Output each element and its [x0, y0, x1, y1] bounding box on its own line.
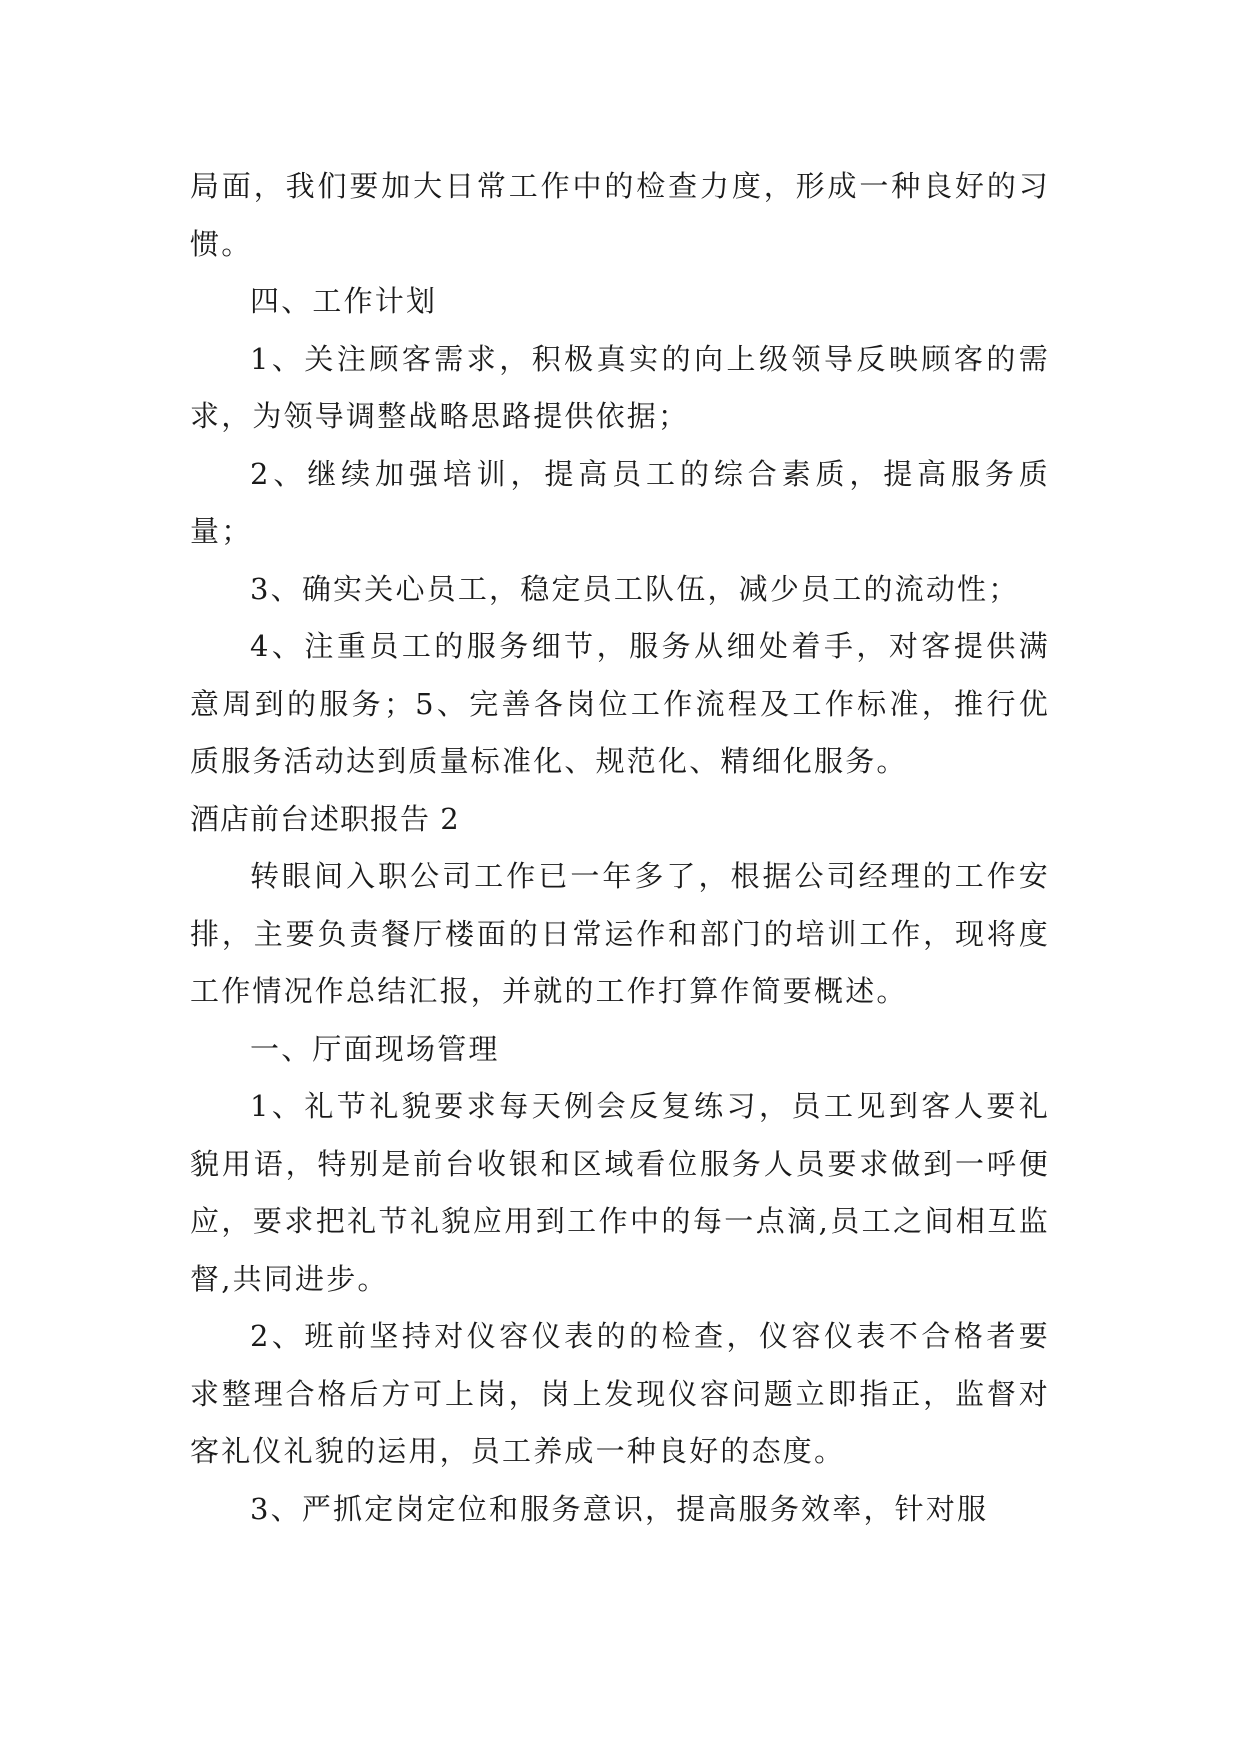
report-intro: 转眼间入职公司工作已一年多了，根据公司经理的工作安排，主要负责餐厅楼面的日常运作和部门的培训工作，现将度工作情况作总结汇报，并就的工作打算作简要概述。: [190, 859, 1050, 1008]
section-heading-work-plan: 四、工作计划: [250, 284, 438, 318]
plan-item-1: 1、关注顾客需求，积极真实的向上级领导反映顾客的需求，为领导调整战略思路提供依据；: [190, 341, 1050, 433]
report-title: 酒店前台述职报告 2: [190, 801, 460, 836]
paragraph-continuation: 局面，我们要加大日常工作中的检查力度，形成一种良好的习惯。: [190, 169, 1050, 261]
floor-item-3: 3、严抓定岗定位和服务意识，提高服务效率，针对服: [250, 1491, 989, 1526]
plan-item-4-5: 4、注重员工的服务细节，服务从细处着手，对客提供满意周到的服务；5、完善各岗位工作流程及工作标准，推行优质服务活动达到质量标准化、规范化、精细化服务。: [190, 629, 1050, 778]
document-body: [190, 158, 1050, 1538]
floor-item-2: 2、班前坚持对仪容仪表的的检查，仪容仪表不合格者要求整理合格后方可上岗，岗上发现仪容问题立即指正，监督对客礼仪礼貌的运用，员工养成一种良好的态度。: [190, 1319, 1050, 1468]
plan-item-3: 3、确实关心员工，稳定员工队伍，减少员工的流动性；: [250, 571, 1020, 606]
section-heading-floor-management: 一、厅面现场管理: [250, 1031, 500, 1066]
plan-item-2: 2、继续加强培训，提高员工的综合素质，提高服务质量；: [190, 456, 1050, 548]
floor-item-1: 1、礼节礼貌要求每天例会反复练习，员工见到客人要礼貌用语，特别是前台收银和区域看位服务人员要求做到一呼便应，要求把礼节礼貌应用到工作中的每一点滴,员工之间相互监督,共同进步。: [190, 1089, 1050, 1296]
